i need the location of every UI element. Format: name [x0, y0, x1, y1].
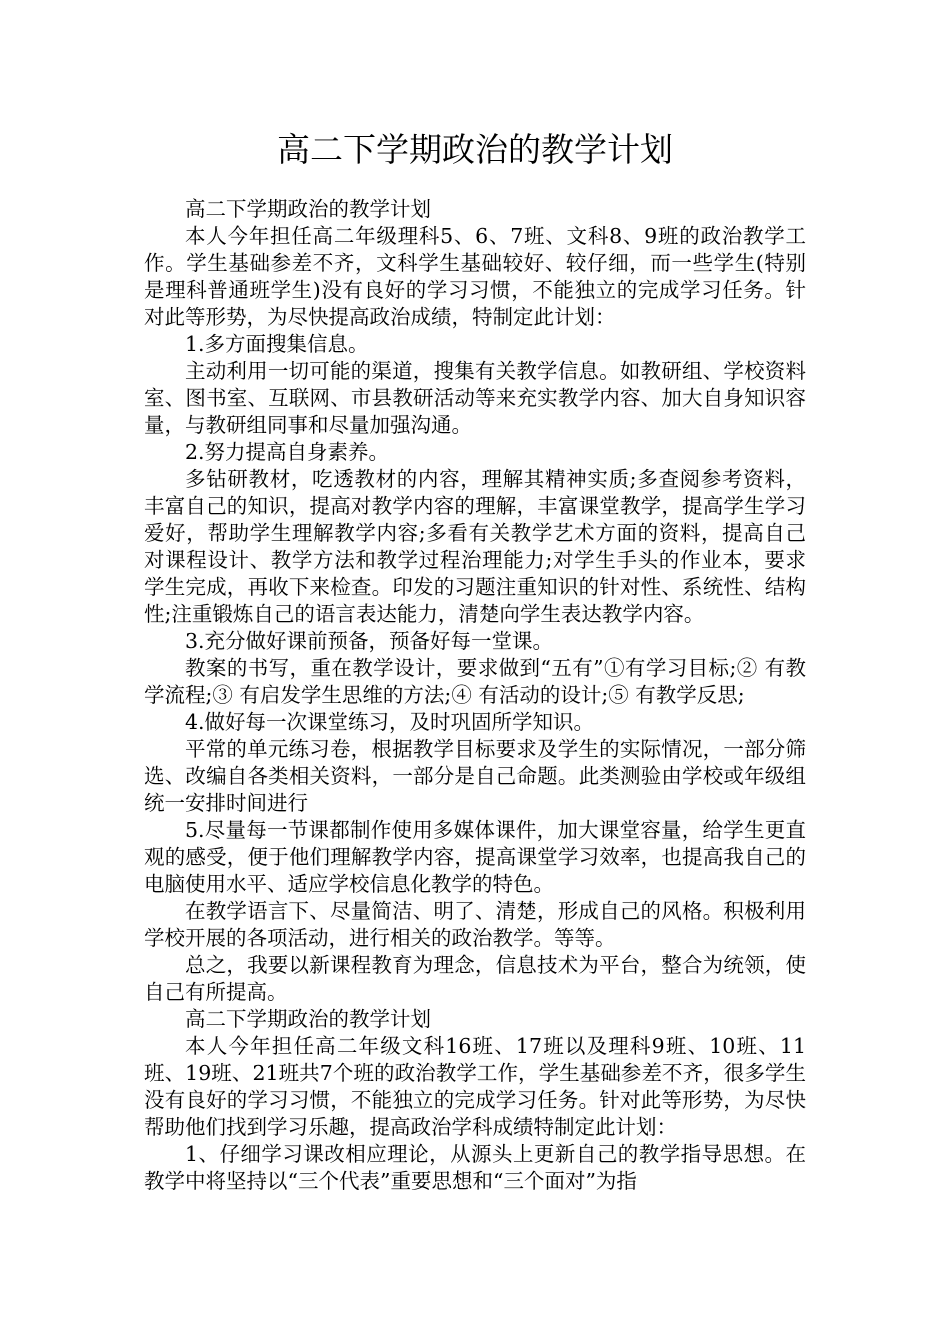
- heading-4: 4.做好每一次课堂练习，及时巩固所学知识。: [185, 710, 595, 734]
- paragraph: 多钻研教材，吃透教材的内容，理解其精神实质;多查阅参考资料，丰富自己的知识，提高对教学内容的理解，丰富课堂教学，提高学生学习爱好，帮助学生理解教学内容;多看有关教学艺术方面的资料，提高自己对课程设计、教学方法和教学过程治理能力;对学生手头的作业本，要求学生完成，再收下来检查。印发的习题注重知识的针对性、系统性、结构性;注重锻炼自己的语言表达能力，清楚向学生表达教学内容。: [144, 467, 806, 626]
- paragraph: 1、仔细学习课改相应理论，从源头上更新自己的教学指导思想。在教学中将坚持以“三个代表”重要思想和“三个面对”为指: [144, 1142, 806, 1193]
- heading-1: 1.多方面搜集信息。: [185, 332, 369, 356]
- conclusion-paragraph: 总之，我要以新课程教育为理念，信息技术为平台，整合为统领，使自己有所提高。: [144, 953, 806, 1004]
- document-body: [144, 196, 806, 1195]
- intro-paragraph: 本人今年担任高二年级理科5、6、7班、文科8、9班的政治教学工作。学生基础参差不齐，文科学生基础较好、较仔细，而一些学生(特别是理科普通班学生)没有良好的学习习惯，不能独立的完成学习任务。针对此等形势，为尽快提高政治成绩，特制定此计划：: [144, 224, 806, 329]
- subtitle-1: 高二下学期政治的教学计划: [185, 197, 431, 221]
- intro-paragraph-2: 本人今年担任高二年级文科16班、17班以及理科9班、10班、11班、19班、21班共7个班的政治教学工作，学生基础参差不齐，很多学生没有良好的学习习惯，不能独立的完成学习任务。针对此等形势，为尽快帮助他们找到学习乐趣，提高政治学科成绩特制定此计划：: [144, 1034, 806, 1139]
- paragraph: 在教学语言下、尽量简洁、明了、清楚，形成自己的风格。积极利用学校开展的各项活动，进行相关的政治教学。等等。: [144, 899, 806, 950]
- paragraph: 教案的书写，重在教学设计，要求做到“五有”①有学习目标;② 有教学流程;③ 有启发学生思维的方法;④ 有活动的设计;⑤ 有教学反思;: [144, 656, 806, 707]
- subtitle-2: 高二下学期政治的教学计划: [185, 1007, 431, 1031]
- document-title: 高二下学期政治的教学计划: [277, 130, 673, 169]
- paragraph: 平常的单元练习卷，根据教学目标要求及学生的实际情况，一部分筛选、改编自各类相关资料，一部分是自己命题。此类测验由学校或年级组统一安排时间进行: [144, 737, 806, 815]
- paragraph: 主动利用一切可能的渠道，搜集有关教学信息。如教研组、学校资料室、图书室、互联网、市县教研活动等来充实教学内容、加大自身知识容量，与教研组同事和尽量加强沟通。: [144, 359, 806, 437]
- heading-3: 3.充分做好课前预备，预备好每一堂课。: [185, 629, 554, 653]
- heading-2: 2.努力提高自身素养。: [185, 440, 390, 464]
- heading-5: 5.尽量每一节课都制作使用多媒体课件，加大课堂容量，给学生更直观的感受，便于他们理解教学内容，提高课堂学习效率，也提高我自己的电脑使用水平、适应学校信息化教学的特色。: [144, 818, 806, 896]
